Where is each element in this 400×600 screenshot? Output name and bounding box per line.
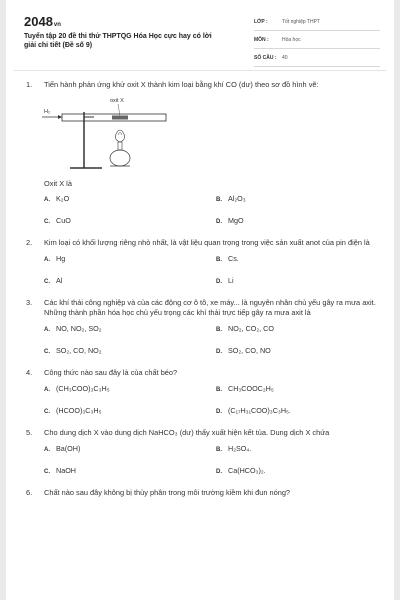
apparatus-figure [40,94,170,170]
answer-options [26,254,376,286]
option-d[interactable]: D. Li [216,276,234,285]
option-d[interactable]: D. MgO [216,216,244,225]
option-b[interactable]: B. CH₃COOC₂H₅ [216,384,274,393]
question-number: 6. [26,488,33,497]
question-2 [26,238,376,286]
option-b[interactable]: B. Al₂O₃ [216,194,246,203]
burner-icon [110,150,130,166]
option-c[interactable]: C. CuO [44,216,71,225]
answer-options [26,444,376,476]
option-b[interactable]: B. NO₂, CO₂, CO [216,324,274,333]
question-number: 1. [26,80,33,89]
answer-options [26,324,376,356]
meta-label: MÔN : [254,37,269,43]
question-number: 4. [26,368,33,377]
question-text: 6. Chất nào sau đây không bị thủy phân trong môi trường kiềm khi đun nóng? [26,488,291,497]
meta-row-count [254,52,380,67]
option-d[interactable]: D. (C₁₇H₃₁COO)₃C₃H₅. [216,406,291,415]
question-number: 5. [26,428,33,437]
question-number: 3. [26,298,33,307]
meta-row-grade [254,16,380,31]
oxide-sample [112,116,128,120]
figure-label-oxide: oxit X [110,98,124,104]
document-title: Tuyển tập 20 đề thi thử THPTQG Hóa Học cực hay có lời giải chi tiết (Đề số 9) [24,33,212,49]
option-b[interactable]: B. Cs. [216,254,239,263]
meta-value: Hóa học [282,37,301,43]
option-d[interactable]: D. SO₂, CO, NO [216,346,271,355]
question-3 [26,298,376,356]
question-text: 2. Kim loại có khối lượng riêng nhỏ nhất, là vật liệu quan trọng trong việc sản xuất anot của pin điện là [26,238,370,247]
answer-options [26,384,376,416]
option-a[interactable]: A. K₂O [44,194,70,203]
option-a[interactable]: A. NO, NO₂, SO₂ [44,324,102,333]
question-number: 2. [26,238,33,247]
option-c[interactable]: C. Al [44,276,63,285]
meta-value: Tốt nghiệp THPT [282,19,320,25]
question-5 [26,428,376,476]
question-text: 5. Cho dung dịch X vào dung dịch NaHCO₃ (dư) thấy xuất hiện kết tủa. Dung dịch X chứa [26,428,330,437]
document-header [22,14,382,64]
question-6 [26,488,376,498]
header-divider [14,70,386,71]
meta-row-subject [254,34,380,49]
option-c[interactable]: C. (HCOO)₃C₃H₅ [44,406,102,415]
figure-label-h2: H₂ [44,109,51,115]
brand-logo[interactable]: 2048vn [24,14,61,29]
question-4 [26,368,376,416]
option-a[interactable]: A. Hg [44,254,66,263]
flame-icon [116,130,125,142]
option-c[interactable]: C. NaOH [44,466,76,475]
option-a[interactable]: A. (CH₃COO)₃C₃H₅ [44,384,110,393]
option-b[interactable]: B. H₂SO₄. [216,444,252,453]
meta-label: SỐ CÂU : [254,55,277,61]
question-text: 4. Công thức nào sau đây là của chất béo? [26,368,178,377]
option-d[interactable]: D. Ca(HCO₃)₂. [216,466,266,475]
question-followup: Oxit X là [44,179,72,188]
option-c[interactable]: C. SO₂, CO, NO₂ [44,346,102,355]
document-page [6,0,394,600]
question-text: 1. Tiến hành phản ứng khử oxit X thành kim loại bằng khí CO (dư) theo sơ đồ hình vẽ: [26,80,319,89]
option-a[interactable]: A. Ba(OH) [44,444,81,453]
question-text: 3. Các khí thải công nghiệp và của các động cơ ô tô, xe máy... là nguyên nhân chủ yếu gây ra mưa axit. Những thành phần hóa học chủ yếu trọng các khí thải trực tiếp gây ra mưa axit là [26,298,376,317]
meta-info [254,16,380,70]
meta-label: LỚP : [254,19,268,25]
question-1 [26,80,376,226]
meta-value: 40 [282,55,288,61]
answer-options [26,194,376,226]
question-list [26,80,376,498]
